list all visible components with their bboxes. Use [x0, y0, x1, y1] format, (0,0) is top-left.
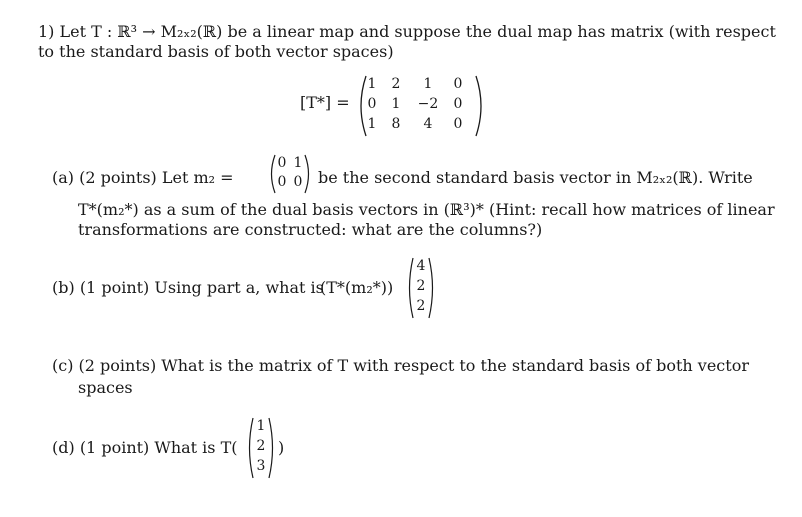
- part-c-line1: (c) (2 points) What is the matrix of T with respect to the standard basis of both vector: [52, 356, 749, 375]
- matrix-cell: 1: [423, 76, 433, 92]
- part-d-suffix: ): [278, 438, 285, 457]
- matrix-cell: 8: [391, 116, 401, 132]
- m2-cell: 0: [277, 174, 287, 190]
- m2-cell: 1: [293, 155, 303, 171]
- dual-map-matrix: [356, 74, 486, 138]
- matrix-cell: 4: [423, 116, 433, 132]
- part-d-prefix: (d) (1 point) What is T(: [52, 438, 238, 457]
- part-a-line3: transformations are constructed: what are the columns?): [78, 220, 543, 239]
- vector-cell: 3: [256, 458, 266, 474]
- matrix-label: [T*] =: [300, 93, 350, 112]
- vector-cell: 2: [416, 278, 426, 294]
- matrix-cell: 1: [367, 116, 377, 132]
- matrix-cell: 0: [453, 96, 463, 112]
- part-a-prefix: (a) (2 points) Let m₂ =: [52, 168, 234, 187]
- matrix-cell: 0: [367, 96, 377, 112]
- vector-cell: 2: [256, 438, 266, 454]
- matrix-cell: 0: [453, 76, 463, 92]
- m2-cell: 0: [277, 155, 287, 171]
- problem-intro-line1: 1) Let T : ℝ³ → M₂ₓ₂(ℝ) be a linear map and suppose the dual map has matrix (with respect: [38, 22, 776, 41]
- part-a-line2: T*(m₂*) as a sum of the dual basis vectors in (ℝ³)* (Hint: recall how matrices of linear: [78, 200, 775, 219]
- matrix-cell: 1: [367, 76, 377, 92]
- vector-cell: 2: [416, 298, 426, 314]
- part-d-vector: [246, 416, 276, 480]
- matrix-cell: 0: [453, 116, 463, 132]
- matrix-cell: −2: [417, 96, 439, 112]
- part-c-line2: spaces: [78, 378, 133, 397]
- matrix-cell: 1: [391, 96, 401, 112]
- part-b-expr: (T*(m₂*)): [320, 278, 394, 297]
- part-b-prefix: (b) (1 point) Using part a, what is: [52, 278, 324, 297]
- vector-cell: 4: [416, 258, 426, 274]
- matrix-cell: 2: [391, 76, 401, 92]
- part-b-vector: [406, 256, 436, 320]
- m2-matrix: [268, 153, 312, 195]
- vector-cell: 1: [256, 418, 266, 434]
- problem-intro-line2: to the standard basis of both vector spaces): [38, 42, 394, 61]
- m2-cell: 0: [293, 174, 303, 190]
- part-a-suffix: be the second standard basis vector in M₂ₓ₂(ℝ). Write: [318, 168, 753, 187]
